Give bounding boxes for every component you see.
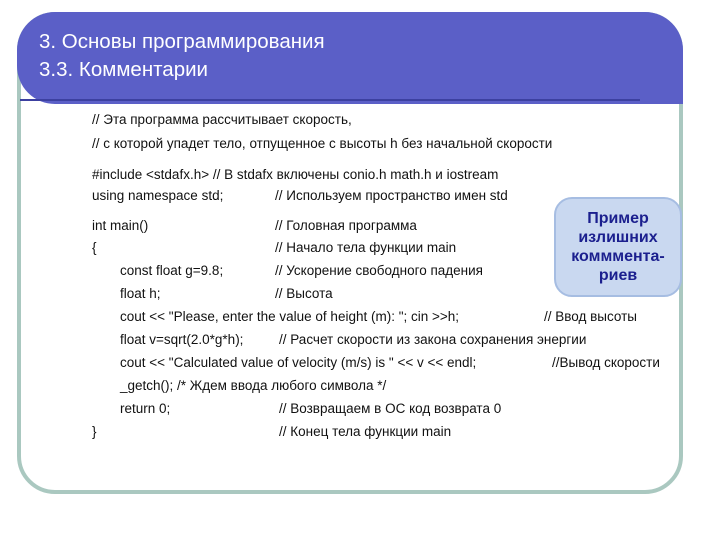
code-line-7: const float g=9.8; (120, 263, 224, 278)
code-line-14: } (92, 424, 97, 439)
slide-title: 3. Основы программирования (39, 30, 325, 53)
callout-text: Пример излишних комммента- риев (571, 210, 665, 284)
code-comment-11: //Вывод скорости (552, 355, 660, 370)
code-comment-4: // Используем пространство имен std (275, 188, 508, 203)
code-comment-7: // Ускорение свободного падения (275, 263, 483, 278)
code-line-10: float v=sqrt(2.0*g*h); (120, 332, 244, 347)
code-line-1: // Эта программа рассчитывает скорость, (92, 112, 352, 127)
code-comment-13: // Возвращаем в ОС код возврата 0 (279, 401, 502, 416)
slide-subtitle: 3.3. Комментарии (39, 58, 209, 81)
code-line-8: float h; (120, 286, 161, 301)
code-line-3: #include <stdafx.h> // В stdafx включены conio.h math.h и iostream (92, 167, 499, 182)
code-line-9: cout << "Please, enter the value of height (m): "; cin >>h; (120, 309, 460, 324)
code-line-6: { (92, 240, 97, 255)
code-line-13: return 0; (120, 401, 171, 416)
code-line-2: // с которой упадет тело, отпущенное с высоты h без начальной скорости (92, 136, 553, 151)
code-line-4: using namespace std; (92, 188, 224, 203)
code-comment-10: // Расчет скорости из закона сохранения энергии (279, 332, 587, 347)
code-line-5: int main() (92, 218, 149, 233)
code-line-12: _getch(); /* Ждем ввода любого символа */ (120, 378, 387, 393)
code-comment-8: // Высота (275, 286, 333, 301)
excess-comments-callout (554, 197, 682, 297)
code-comment-5: // Головная программа (275, 218, 417, 233)
code-comment-14: // Конец тела функции main (279, 424, 452, 439)
code-line-11: cout << "Calculated value of velocity (m/s) is " << v << endl; (120, 355, 477, 370)
code-comment-9: // Ввод высоты (544, 309, 637, 324)
code-comment-6: // Начало тела функции main (275, 240, 457, 255)
